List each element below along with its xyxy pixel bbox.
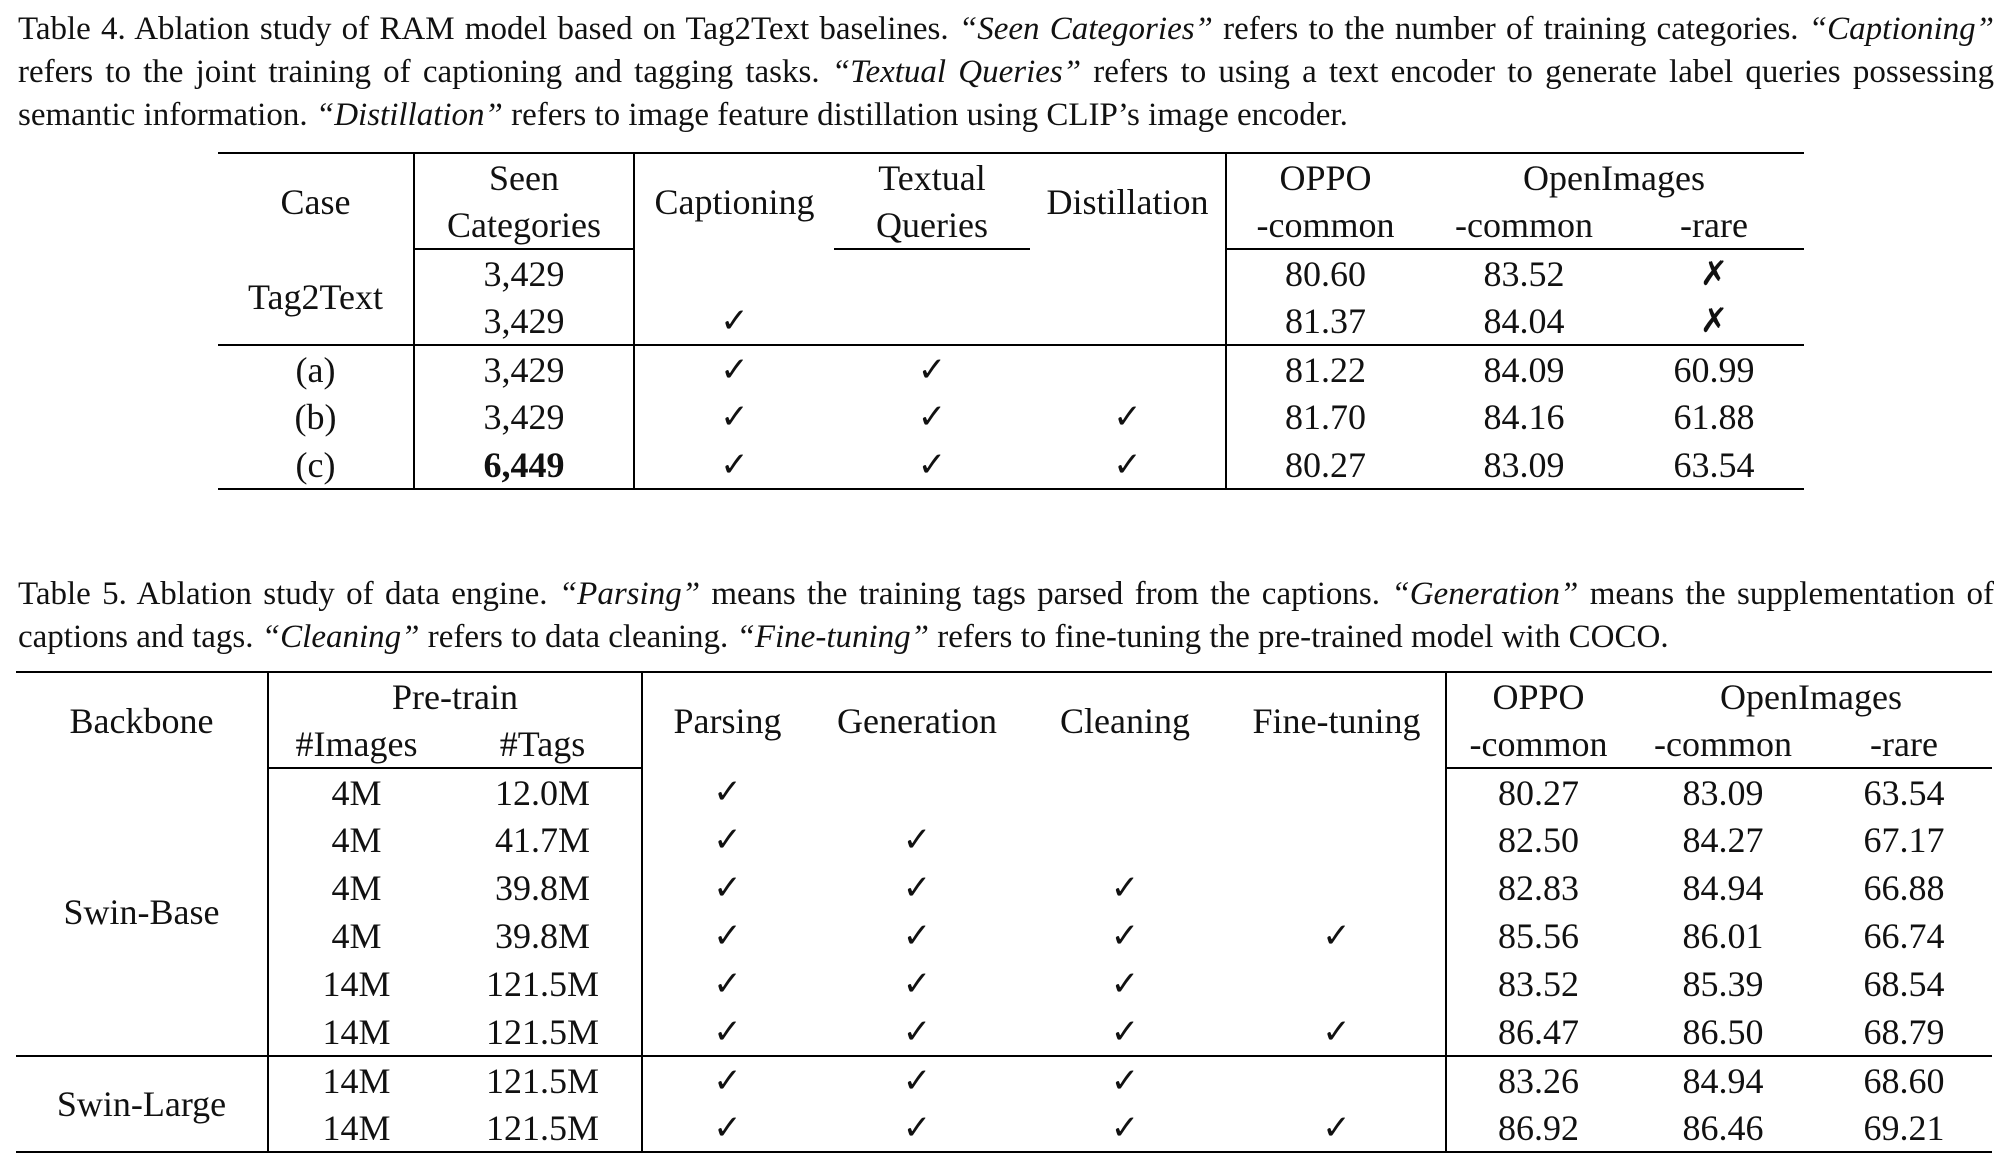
t4-header-textual-l2: Queries	[834, 201, 1030, 249]
t4-cell-distillation	[1030, 249, 1226, 297]
t4-cell-captioning: ✓	[720, 397, 749, 437]
t5-cell-oi-common: 84.27	[1682, 820, 1764, 860]
table-row	[16, 1056, 1992, 1104]
table4-caption-text1: Ablation study of RAM model based on Tag2Text baselines.	[134, 11, 949, 47]
table5-caption-text1: Ablation study of data engine.	[136, 576, 548, 612]
t5-cell-tags: 121.5M	[486, 964, 600, 1004]
t5-cell-oi-common: 85.39	[1682, 964, 1764, 1004]
t5-group-swin-large: Swin-Large	[16, 1056, 268, 1152]
t5-cell-generation: ✓	[902, 1060, 932, 1101]
t5-cell-oppo-common: 82.50	[1498, 820, 1580, 860]
t5-cell-oi-common: 86.01	[1682, 916, 1764, 956]
t5-cell-images: 4M	[331, 868, 382, 908]
t5-cell-oppo-common: 86.47	[1446, 1008, 1630, 1056]
t5-cell-finetuning: ✓	[1228, 912, 1446, 960]
table4-caption-text5: refers to image feature distillation using CLIP’s image encoder.	[511, 97, 1348, 133]
table5-caption-text5: refers to fine-tuning the pre-trained model with COCO.	[937, 619, 1669, 655]
t5-cell-finetuning	[1228, 768, 1446, 816]
t5-header-backbone: Backbone	[16, 672, 268, 768]
t5-cell-parsing: ✓	[642, 960, 812, 1008]
table5-caption-finetuning: “Fine-tuning”	[736, 619, 930, 655]
t5-cell-oppo-common: 83.26	[1498, 1060, 1580, 1101]
t4-header-distillation: Distillation	[1030, 153, 1226, 249]
t5-cell-images: 14M	[268, 1104, 444, 1152]
table4	[218, 152, 1804, 490]
table5-caption-cleaning: “Cleaning”	[261, 619, 420, 655]
t4-cell-distillation	[1030, 345, 1226, 393]
t5-cell-oi-common: 84.94	[1682, 1060, 1764, 1101]
t5-cell-oi-common: 86.50	[1630, 1008, 1816, 1056]
t5-cell-tags: 121.5M	[444, 1104, 642, 1152]
t5-cell-oi-rare: 66.74	[1863, 916, 1945, 956]
table-row	[16, 960, 1992, 1008]
t5-cell-generation: ✓	[902, 916, 932, 956]
t5-header-oppo-l2: -common	[1446, 720, 1630, 768]
t5-header-generation: Generation	[812, 672, 1022, 768]
t4-cell-oi-rare: 63.54	[1624, 441, 1804, 489]
t5-cell-generation: ✓	[902, 964, 932, 1004]
table-row	[218, 297, 1804, 345]
table-row	[218, 249, 1804, 297]
t4-cell-captioning: ✓	[634, 441, 834, 489]
t4-cell-oi-common: 84.09	[1483, 349, 1565, 390]
t5-cell-cleaning: ✓	[1022, 1008, 1228, 1056]
t4-header-oppo-l2: -common	[1226, 201, 1424, 249]
t5-cell-oi-rare: 68.79	[1816, 1008, 1992, 1056]
t5-cell-parsing: ✓	[642, 1008, 812, 1056]
t5-cell-tags: 39.8M	[495, 868, 591, 908]
t4-cell-seen: 3,429	[414, 393, 634, 441]
t5-cell-images: 4M	[331, 916, 382, 956]
t5-cell-oi-common: 84.94	[1682, 868, 1764, 908]
t5-cell-generation: ✓	[812, 1104, 1022, 1152]
table4-caption-distillation: “Distillation”	[315, 97, 503, 133]
table4-caption-text3: refers to the joint training of captioning and tagging tasks.	[18, 54, 820, 90]
t5-header-oi-common: -common	[1630, 720, 1816, 768]
table4-caption-textual: “Textual Queries”	[831, 54, 1082, 90]
t4-cell-captioning: ✓	[720, 349, 749, 390]
t4-cell-distillation: ✓	[1030, 441, 1226, 489]
table4-caption-captioning: “Captioning”	[1808, 11, 1995, 47]
table-row	[218, 441, 1804, 489]
table-row	[16, 768, 1992, 816]
t5-cell-tags: 41.7M	[495, 820, 591, 860]
t5-cell-oi-common: 86.46	[1630, 1104, 1816, 1152]
t4-cell-oi-rare: ✗	[1624, 297, 1804, 345]
t5-cell-oppo-common: 83.52	[1498, 964, 1580, 1004]
t5-cell-oppo-common: 85.56	[1498, 916, 1580, 956]
t5-cell-generation	[812, 768, 1022, 816]
t5-cell-parsing: ✓	[642, 768, 812, 816]
table5-caption-generation: “Generation”	[1391, 576, 1579, 612]
table4-caption-text4: refers to using a text encoder to generate label queries possessing semantic information.	[18, 54, 1995, 133]
t5-cell-oi-rare: 63.54	[1863, 772, 1945, 813]
t4-cell-captioning	[634, 249, 834, 297]
t5-cell-parsing: ✓	[642, 864, 812, 912]
t5-cell-finetuning	[1228, 960, 1446, 1008]
t4-cell-oi-common: 83.09	[1424, 441, 1624, 489]
t5-group-swin-base: Swin-Base	[16, 768, 268, 1056]
t5-cell-parsing: ✓	[642, 1104, 812, 1152]
t5-header-images: #Images	[268, 720, 444, 768]
t5-cell-finetuning	[1228, 864, 1446, 912]
t5-header-cleaning: Cleaning	[1022, 672, 1228, 768]
t4-header-case: Case	[218, 153, 414, 249]
t5-cell-images: 4M	[331, 772, 382, 813]
t5-cell-cleaning: ✓	[1110, 868, 1140, 908]
table-row	[218, 345, 1804, 393]
table-row	[16, 864, 1992, 912]
t5-cell-oi-rare: 66.88	[1863, 868, 1945, 908]
t4-cell-oi-common: 84.04	[1424, 297, 1624, 345]
t5-cell-cleaning: ✓	[1110, 964, 1140, 1004]
t4-cell-oppo-common: 81.70	[1285, 397, 1366, 437]
t4-cell-textual: ✓	[917, 349, 947, 390]
t5-cell-images: 14M	[322, 964, 391, 1004]
t4-cell-case: (c)	[218, 441, 414, 489]
t5-header-parsing: Parsing	[642, 672, 812, 768]
t5-cell-parsing: ✓	[642, 1056, 812, 1104]
t4-cell-textual: ✓	[917, 397, 947, 437]
t5-cell-cleaning	[1022, 768, 1228, 816]
t5-cell-finetuning	[1228, 816, 1446, 864]
t5-cell-cleaning: ✓	[1110, 1060, 1140, 1101]
table5-caption-text4: refers to data cleaning.	[427, 619, 729, 655]
table5-caption-text2: means the training tags parsed from the captions.	[711, 576, 1381, 612]
t5-header-oi-rare: -rare	[1816, 720, 1992, 768]
t5-cell-generation: ✓	[902, 868, 932, 908]
t5-header-openimages: OpenImages	[1630, 672, 1992, 720]
t4-header-textual-l1: Textual	[834, 153, 1030, 201]
t4-cell-oppo-common: 80.60	[1285, 253, 1366, 294]
t4-header-oi-rare: -rare	[1624, 201, 1804, 249]
t5-cell-oi-rare: 68.60	[1863, 1060, 1945, 1101]
t5-cell-oi-rare: 67.17	[1863, 820, 1945, 860]
t5-cell-tags: 121.5M	[444, 1008, 642, 1056]
t5-header-finetuning: Fine-tuning	[1228, 672, 1446, 768]
t5-cell-cleaning: ✓	[1022, 1104, 1228, 1152]
t4-cell-case: (b)	[218, 393, 414, 441]
t4-cell-oi-rare: 60.99	[1673, 349, 1755, 390]
t4-cell-seen: 3,429	[414, 297, 634, 345]
t4-cell-oppo-common: 81.37	[1226, 297, 1424, 345]
t4-cell-oppo-common: 80.27	[1226, 441, 1424, 489]
t4-cell-textual	[834, 297, 1030, 345]
t5-cell-images: 4M	[331, 820, 382, 860]
t4-cell-captioning: ✓	[634, 297, 834, 345]
t4-cell-case: (a)	[218, 345, 414, 393]
t5-header-tags: #Tags	[444, 720, 642, 768]
t4-header-oi-common: -common	[1424, 201, 1624, 249]
t5-cell-tags: 39.8M	[495, 916, 591, 956]
table-row	[16, 1008, 1992, 1056]
table4-caption-text2: refers to the number of training categories.	[1223, 11, 1799, 47]
table5	[16, 671, 1992, 1153]
t4-header-captioning: Captioning	[634, 153, 834, 249]
t4-cell-oi-common: 83.52	[1483, 253, 1565, 294]
t5-cell-oppo-common: 86.92	[1446, 1104, 1630, 1152]
table4-caption-seen: “Seen Categories”	[958, 11, 1213, 47]
t4-header-seen-l2: Categories	[414, 201, 634, 249]
t5-cell-oppo-common: 80.27	[1498, 772, 1580, 813]
t5-cell-parsing: ✓	[642, 912, 812, 960]
t5-cell-images: 14M	[322, 1060, 391, 1101]
t5-cell-finetuning: ✓	[1228, 1008, 1446, 1056]
table5-caption-parsing: “Parsing”	[558, 576, 701, 612]
t5-cell-oi-common: 83.09	[1682, 772, 1764, 813]
t4-header-seen-l1: Seen	[414, 153, 634, 201]
t5-cell-oppo-common: 82.83	[1498, 868, 1580, 908]
t5-cell-oi-rare: 69.21	[1816, 1104, 1992, 1152]
table4-caption-label: Table 4.	[18, 11, 126, 47]
t5-cell-cleaning: ✓	[1110, 916, 1140, 956]
t4-cell-oppo-common: 81.22	[1285, 349, 1366, 390]
t5-cell-tags: 121.5M	[486, 1060, 600, 1101]
t4-cell-textual	[834, 249, 1030, 297]
t5-cell-finetuning: ✓	[1228, 1104, 1446, 1152]
t4-cell-oi-common: 84.16	[1483, 397, 1565, 437]
t5-cell-parsing: ✓	[642, 816, 812, 864]
t4-cell-textual: ✓	[834, 441, 1030, 489]
table4-caption	[18, 8, 1994, 137]
table-row	[16, 912, 1992, 960]
t5-cell-generation: ✓	[902, 820, 932, 860]
table5-caption-label: Table 5.	[18, 576, 127, 612]
table-row	[16, 1104, 1992, 1152]
t4-cell-oi-rare: ✗	[1699, 253, 1729, 294]
table-row	[16, 816, 1992, 864]
table5-caption-text3: means the supplementation of captions and tags.	[18, 576, 1994, 655]
t5-header-pretrain: Pre-train	[268, 672, 642, 720]
t4-cell-distillation: ✓	[1030, 393, 1226, 441]
t4-cell-seen: 3,429	[414, 249, 634, 297]
t5-cell-finetuning	[1228, 1056, 1446, 1104]
t5-cell-oi-rare: 68.54	[1863, 964, 1945, 1004]
t4-cell-seen: 3,429	[414, 345, 634, 393]
t5-cell-images: 14M	[268, 1008, 444, 1056]
t5-cell-generation: ✓	[812, 1008, 1022, 1056]
t4-header-openimages: OpenImages	[1424, 153, 1804, 201]
t4-cell-distillation	[1030, 297, 1226, 345]
t5-cell-cleaning	[1022, 816, 1228, 864]
table5-caption	[18, 573, 1994, 659]
table-row	[218, 393, 1804, 441]
t5-header-oppo-l1: OPPO	[1446, 672, 1630, 720]
t4-group-tag2text: Tag2Text	[218, 249, 414, 345]
t4-cell-oi-rare: 61.88	[1673, 397, 1755, 437]
t5-cell-tags: 12.0M	[495, 772, 591, 813]
t4-cell-seen: 6,449	[414, 441, 634, 489]
t4-header-oppo-l1: OPPO	[1226, 153, 1424, 201]
